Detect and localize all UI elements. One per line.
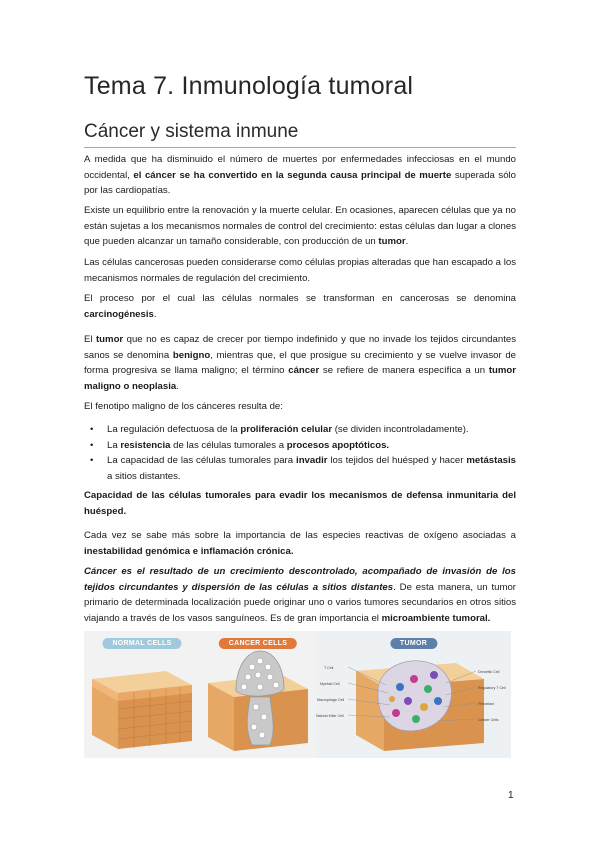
section-heading: Cáncer y sistema inmune bbox=[84, 121, 299, 142]
tumor-tag: TUMOR bbox=[390, 638, 437, 649]
bullet-item: • La capacidad de las células tumorales para invadir los tejidos del huésped y hacer metástasis a sitios distantes. bbox=[84, 453, 516, 484]
cancer-tissue-image bbox=[200, 631, 316, 758]
paragraph-9: Cáncer es el resultado de un crecimiento descontrolado, acompañado de invasión de los tejidos circundantes y dispersión de las células a sitios distantes. De esta manera, un tumor primario de determinada localización puede originar uno o varios tumores secundarios en otros sitios viajando a través de los vasos sanguíneos. Es de gran importancia el microambiente tumoral. bbox=[84, 566, 517, 624]
paragraph-7: Capacidad de las células tumorales para evadir los mecanismos de defensa inmunitaria del huésped. bbox=[84, 490, 516, 517]
right-label: Fibroblast bbox=[478, 702, 494, 706]
normal-cells-panel bbox=[84, 631, 200, 758]
left-label: T Cell bbox=[324, 666, 334, 670]
cancer-cells-panel bbox=[200, 631, 316, 758]
right-label: Dendritic Cell bbox=[478, 670, 500, 674]
normal-cells-tag: NORMAL CELLS bbox=[102, 638, 181, 649]
bullet-item: • La resistencia de las células tumorales a procesos apoptóticos. bbox=[84, 438, 516, 454]
left-label: Myeloid Cell bbox=[320, 682, 340, 686]
cancer-cells-tag: CANCER CELLS bbox=[219, 638, 297, 649]
bullet-item: • La regulación defectuosa de la proliferación celular (se dividen incontroladamente). bbox=[84, 422, 516, 438]
page-number: 1 bbox=[508, 790, 514, 801]
normal-tissue-image bbox=[84, 631, 200, 758]
left-label: Macrophage Cell bbox=[317, 698, 345, 702]
tumor-panel bbox=[316, 631, 511, 758]
paragraph-2: Existe un equilibrio entre la renovación y la muerte celular. En ocasiones, aparecen células que ya no están sujetas a los mecanismos normales de control del crecimiento: estas células dan lugar a clones que pueden alcanzar un tamaño considerable, con producción de un tumor. bbox=[84, 205, 516, 248]
left-label: Natural Killer Cell bbox=[316, 714, 344, 718]
right-label: Cancer Cells bbox=[478, 718, 499, 722]
paragraph-3: Las células cancerosas pueden considerarse como células propias alteradas que han escapado a los mecanismos normales de regulación del crecimiento. bbox=[84, 257, 516, 284]
cells-illustration bbox=[84, 631, 511, 758]
paragraph-6: El fenotipo maligno de los cánceres resulta de: bbox=[84, 401, 283, 412]
paragraph-8: Cada vez se sabe más sobre la importancia de las especies reactivas de oxígeno asociadas a inestabilidad genómica e inflamación crónica. bbox=[84, 530, 516, 557]
paragraph-1: A medida que ha disminuido el número de muertes por enfermedades infecciosas en el mundo occidental, el cáncer se ha convertido en la segunda causa principal de muerte superada sólo por las cardiopatías. bbox=[84, 154, 517, 197]
page-title: Tema 7. Inmunología tumoral bbox=[84, 72, 414, 100]
tumor-microenvironment-image bbox=[316, 631, 511, 758]
bullet-list bbox=[84, 422, 516, 484]
right-label: Regulatory T Cell bbox=[478, 686, 506, 690]
paragraph-4: El proceso por el cual las células normales se transforman en cancerosas se denomina carcinogénesis. bbox=[84, 293, 516, 320]
heading-underline bbox=[84, 147, 516, 148]
paragraph-5: El tumor que no es capaz de crecer por tiempo indefinido y que no invade los tejidos circundantes sanos se denomina benigno, mientras que, el que prosigue su crecimiento y se vuelve invasor de forma progresiva se llama maligno; el término cáncer se refiere de manera específica a un tumor maligno o neoplasia. bbox=[84, 334, 517, 392]
